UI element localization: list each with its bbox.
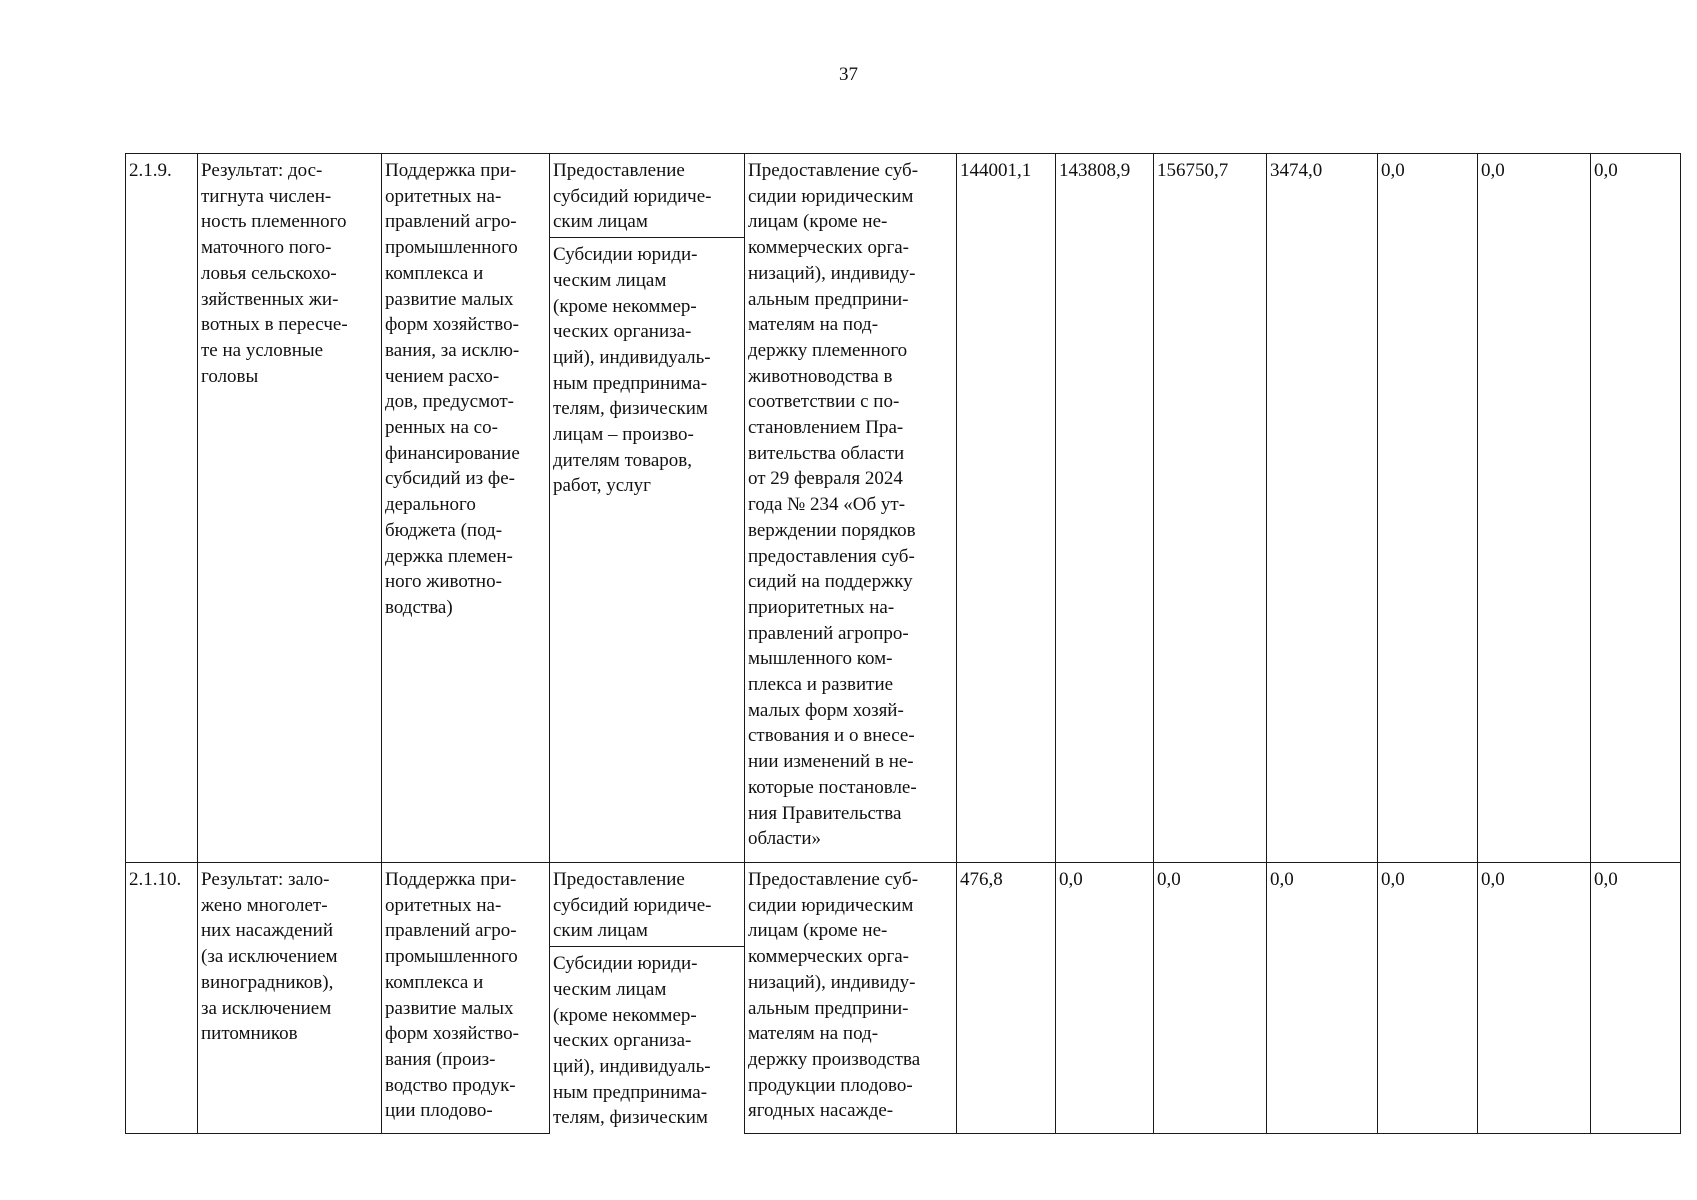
text-line: сидий на поддержку [748,571,913,593]
expense-subtype-text [550,238,744,501]
text-line: Предоставление [553,869,685,890]
text-line: оритетных на- [385,185,502,207]
text-line: Предоставление суб- [748,160,919,181]
text-line: промышленного [385,946,518,968]
text-line: ций), индивидуаль- [553,1055,711,1077]
text-line: форм хозяйство- [385,1023,519,1045]
text-line: вания, за исклю- [385,339,520,361]
value-cell [1378,154,1478,863]
row-index: 2.1.9. [129,160,172,181]
text-line: держка племен- [385,545,513,567]
value-cell [957,154,1056,863]
purpose-text [748,867,953,1124]
text-line: маточного пого- [201,237,332,259]
row-index-cell [126,154,198,863]
text-line: жено многолет- [201,894,328,916]
text-line: мателям на под- [748,1023,879,1045]
text-line: нии изменений в не- [748,751,914,773]
expense-subtype-text [550,947,744,1133]
text-line: низаций), индивиду- [748,971,916,993]
value-cell [1591,154,1681,863]
text-line: форм хозяйство- [385,314,519,336]
text-line: альным предприни- [748,997,909,1019]
text-line: Предоставление суб- [748,869,919,890]
text-line: виноградников), [201,971,334,993]
purpose-text [748,158,953,852]
result-text [201,158,378,389]
text-line: ским лицам [553,920,648,942]
text-line: водство продук- [385,1074,516,1096]
text-line: сидии юридическим [748,185,914,207]
text-line: животноводства в [748,365,893,387]
text-line: Поддержка при- [385,160,517,181]
text-line: зяйственных жи- [201,288,339,310]
expense-cell [550,154,745,863]
text-line: (кроме некоммер- [553,295,697,317]
text-line: ным предпринима- [553,372,708,394]
value-cell [957,863,1056,1134]
text-line: Результат: зало- [201,869,330,890]
value-4: 0,0 [1270,869,1294,890]
text-line: Поддержка при- [385,869,517,890]
text-line: (кроме некоммер- [553,1004,697,1026]
text-line: области» [748,828,822,850]
text-line: ческим лицам [553,269,667,291]
text-line: комплекса и [385,971,484,993]
text-line: (за исключением [201,946,338,968]
value-7: 0,0 [1594,869,1618,890]
text-line: мателям на под- [748,314,879,336]
value-2: 143808,9 [1059,160,1131,181]
value-cell [1056,154,1154,863]
text-line: мышленного ком- [748,648,893,670]
text-line: соответствии с по- [748,391,900,413]
text-line: дителям товаров, [553,449,692,471]
value-cell [1591,863,1681,1134]
table-row [126,154,1681,863]
direction-text [385,158,546,621]
text-line: телям, физическим [553,398,708,420]
text-line: ного животно- [385,571,502,593]
text-line: Результат: дос- [201,160,323,181]
text-line: коммерческих орга- [748,946,910,968]
page-number: 37 [839,64,858,85]
text-line: предоставления суб- [748,545,915,567]
text-line: лицам (кроме не- [748,920,888,942]
text-line: водства) [385,596,453,618]
text-line: правлений агро- [385,920,517,942]
text-line: ягодных насажде- [748,1100,894,1122]
text-line: ным предпринима- [553,1081,708,1103]
value-3: 0,0 [1157,869,1181,890]
value-cell [1056,863,1154,1134]
value-cell [1478,154,1591,863]
text-line: телям, физическим [553,1107,708,1129]
value-cell [1267,863,1378,1134]
text-line: года № 234 «Об ут- [748,494,906,516]
text-line: ским лицам [553,211,648,233]
direction-cell [382,154,550,863]
value-5: 0,0 [1381,160,1405,181]
text-line: чением расхо- [385,365,500,387]
text-line: приоритетных на- [748,596,895,618]
text-line: Предоставление [553,160,685,181]
text-line: верждении порядков [748,519,916,541]
text-line: ловья сельскохо- [201,262,337,284]
text-line: за исключением [201,997,332,1019]
text-line: ческим лицам [553,978,667,1000]
text-line: альным предприни- [748,288,909,310]
text-line: Субсидии юриди- [553,953,698,975]
text-line: головы [201,365,259,387]
value-cell [1378,863,1478,1134]
value-6: 0,0 [1481,869,1505,890]
value-1: 476,8 [960,869,1003,890]
text-line: ния Правительства [748,802,902,824]
text-line: бюджета (под- [385,519,503,541]
text-line: ческих организа- [553,321,692,343]
expense-cell [550,863,745,1134]
text-line: вительства области [748,442,905,464]
text-line: держку племенного [748,339,908,361]
text-line: те на условные [201,339,324,361]
row-index: 2.1.10. [129,869,182,890]
text-line: развитие малых [385,288,514,310]
text-line: ции плодово- [385,1100,493,1122]
expense-type-text [550,863,744,947]
value-2: 0,0 [1059,869,1083,890]
text-line: лицам – произво- [553,424,694,446]
text-line: ствования и о внесе- [748,725,915,747]
result-cell [198,863,382,1134]
text-line: плекса и развитие [748,674,894,696]
value-cell [1154,863,1267,1134]
text-line: становлением Пра- [748,417,904,439]
text-line: финансирование [385,442,520,464]
text-line: которые постановле- [748,776,917,798]
text-line: питомников [201,1023,298,1045]
value-4: 3474,0 [1270,160,1323,181]
text-line: комплекса и [385,262,484,284]
value-1: 144001,1 [960,160,1032,181]
text-line: работ, услуг [553,475,651,497]
value-cell [1267,154,1378,863]
text-line: тигнута числен- [201,185,332,207]
text-line: развитие малых [385,997,514,1019]
result-cell [198,154,382,863]
value-3: 156750,7 [1157,160,1229,181]
result-text [201,867,378,1047]
text-line: низаций), индивиду- [748,262,916,284]
text-line: ренных на со- [385,417,498,439]
text-line: коммерческих орга- [748,237,910,259]
expense-type-text [550,154,744,238]
purpose-cell [745,863,957,1134]
text-line: вания (произ- [385,1048,496,1070]
text-line: сидии юридическим [748,894,914,916]
direction-cell [382,863,550,1134]
text-line: Субсидии юриди- [553,244,698,266]
value-cell [1154,154,1267,863]
row-index-cell [126,863,198,1134]
text-line: вотных в пересче- [201,314,348,336]
value-5: 0,0 [1381,869,1405,890]
text-line: промышленного [385,237,518,259]
text-line: них насаждений [201,920,334,942]
text-line: ность племенного [201,211,347,233]
text-line: субсидий юридиче- [553,894,712,916]
text-line: правлений агро- [385,211,517,233]
text-line: дов, предусмот- [385,391,514,413]
text-line: продукции плодово- [748,1074,913,1096]
text-line: оритетных на- [385,894,502,916]
text-line: субсидий юридиче- [553,185,712,207]
text-line: малых форм хозяй- [748,699,904,721]
text-line: ческих организа- [553,1030,692,1052]
value-6: 0,0 [1481,160,1505,181]
direction-text [385,867,546,1124]
text-line: ций), индивидуаль- [553,346,711,368]
budget-table [125,153,1681,1134]
text-line: от 29 февраля 2024 [748,468,903,490]
text-line: правлений агропро- [748,622,909,644]
value-cell [1478,863,1591,1134]
text-line: держку производства [748,1048,921,1070]
text-line: лицам (кроме не- [748,211,888,233]
value-7: 0,0 [1594,160,1618,181]
text-line: дерального [385,494,476,516]
text-line: субсидий из фе- [385,468,515,490]
table-row [126,863,1681,1134]
purpose-cell [745,154,957,863]
